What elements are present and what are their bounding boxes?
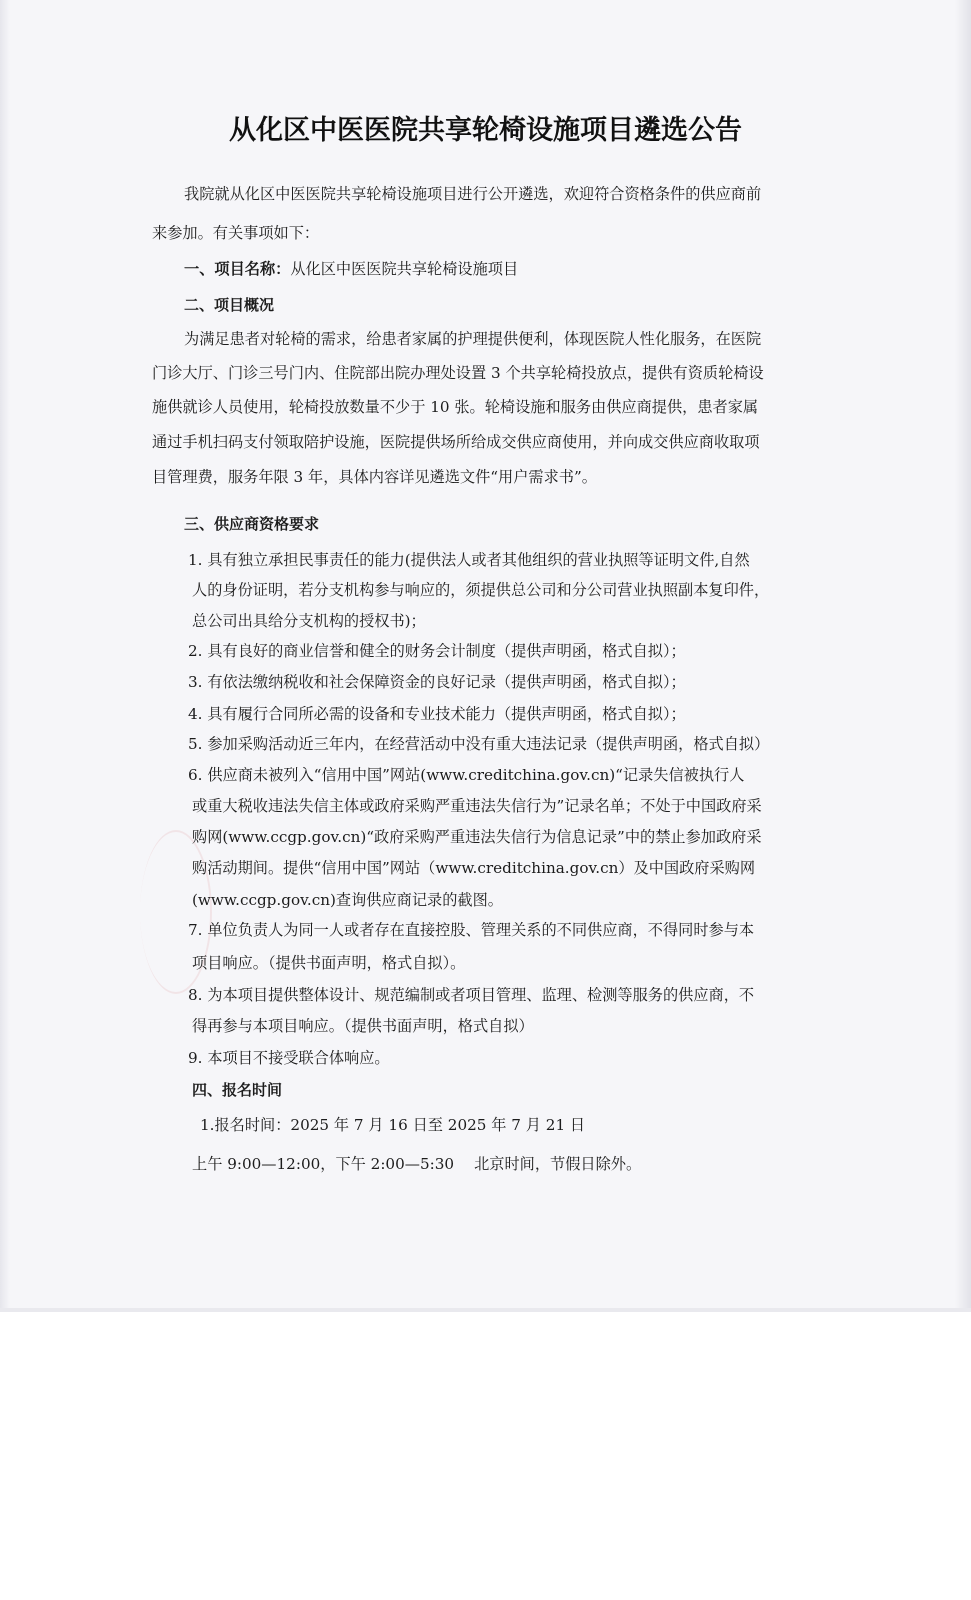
section3-line-3: 总公司出具给分支机构的授权书)； xyxy=(192,612,426,630)
section2-line-1: 为满足患者对轮椅的需求，给患者家属的护理提供便利，体现医院人性化服务，在医院 xyxy=(184,330,762,348)
section3-line-2: 人的身份证明，若分支机构参与响应的，须提供总公司和分公司营业执照副本复印件， xyxy=(192,581,770,599)
section2-line-4: 通过手机扫码支付领取陪护设施，医院提供场所给成交供应商使用，并向成交供应商收取项 xyxy=(152,433,760,451)
section3-line-13: 7. 单位负责人为同一人或者存在直接控股、管理关系的不同供应商，不得同时参与本 xyxy=(188,921,755,939)
section1-label: 一、项目名称： xyxy=(184,260,291,278)
section4-line-2: 上午 9:00—12:00，下午 2:00—5:30 北京时间，节假日除外。 xyxy=(192,1155,642,1173)
section3-line-4: 2. 具有良好的商业信誉和健全的财务会计制度（提供声明函，格式自拟）； xyxy=(188,642,686,660)
section3-line-16: 得再参与本项目响应。（提供书面声明，格式自拟） xyxy=(192,1017,534,1035)
section4-line-1: 1.报名时间：2025 年 7 月 16 日至 2025 年 7 月 21 日 xyxy=(200,1116,586,1134)
section1-value: 从化区中医医院共享轮椅设施项目 xyxy=(290,260,519,278)
section2-line-5: 目管理费，服务年限 3 年，具体内容详见遴选文件“用户需求书”。 xyxy=(152,468,597,486)
section3-heading: 三、供应商资格要求 xyxy=(184,515,320,533)
section4-heading: 四、报名时间 xyxy=(192,1081,283,1099)
scan-shadow-right xyxy=(955,0,971,1312)
section3-line-15: 8. 为本项目提供整体设计、规范编制或者项目管理、监理、检测等服务的供应商，不 xyxy=(188,986,755,1004)
scan-shadow-bottom xyxy=(0,1308,971,1312)
section3-line-14: 项目响应。（提供书面声明，格式自拟）。 xyxy=(192,954,466,972)
section3-line-9: 或重大税收违法失信主体或政府采购严重违法失信行为”记录名单；不处于中国政府采 xyxy=(192,797,762,815)
section2-line-2: 门诊大厅、门诊三号门内、住院部出院办理处设置 3 个共享轮椅投放点，提供有资质轮椅设 xyxy=(152,364,764,382)
intro-line-2: 来参加。有关事项如下： xyxy=(152,224,320,242)
section2-line-3: 施供就诊人员使用，轮椅投放数量不少于 10 张。轮椅设施和服务由供应商提供，患者家属 xyxy=(152,398,759,416)
section3-line-1: 1. 具有独立承担民事责任的能力(提供法人或者其他组织的营业执照等证明文件,自然 xyxy=(188,551,750,569)
section3-line-6: 4. 具有履行合同所必需的设备和专业技术能力（提供声明函，格式自拟）； xyxy=(188,705,686,723)
section3-line-12: (www.ccgp.gov.cn)查询供应商记录的截图。 xyxy=(192,891,503,909)
section3-line-5: 3. 有依法缴纳税收和社会保障资金的良好记录（提供声明函，格式自拟）； xyxy=(188,673,686,691)
section3-line-17: 9. 本项目不接受联合体响应。 xyxy=(188,1049,390,1067)
section2-heading: 二、项目概况 xyxy=(184,296,275,314)
scan-shadow-left xyxy=(0,0,10,1312)
intro-line-1: 我院就从化区中医医院共享轮椅设施项目进行公开遴选，欢迎符合资格条件的供应商前 xyxy=(184,185,762,203)
section3-line-10: 购网(www.ccgp.gov.cn)“政府采购严重违法失信行为信息记录”中的禁止参加政府采 xyxy=(192,828,762,846)
section3-line-7: 5. 参加采购活动近三年内，在经营活动中没有重大违法记录（提供声明函，格式自拟） xyxy=(188,735,770,753)
section3-line-11: 购活动期间。提供“信用中国”网站（www.creditchina.gov.cn）及中国政府采购网 xyxy=(192,859,756,877)
section3-line-8: 6. 供应商未被列入“信用中国”网站(www.creditchina.gov.cn)“记录失信被执行人 xyxy=(188,766,745,784)
document-title: 从化区中医医院共享轮椅设施项目遴选公告 xyxy=(229,115,742,146)
section1-row xyxy=(184,259,518,279)
